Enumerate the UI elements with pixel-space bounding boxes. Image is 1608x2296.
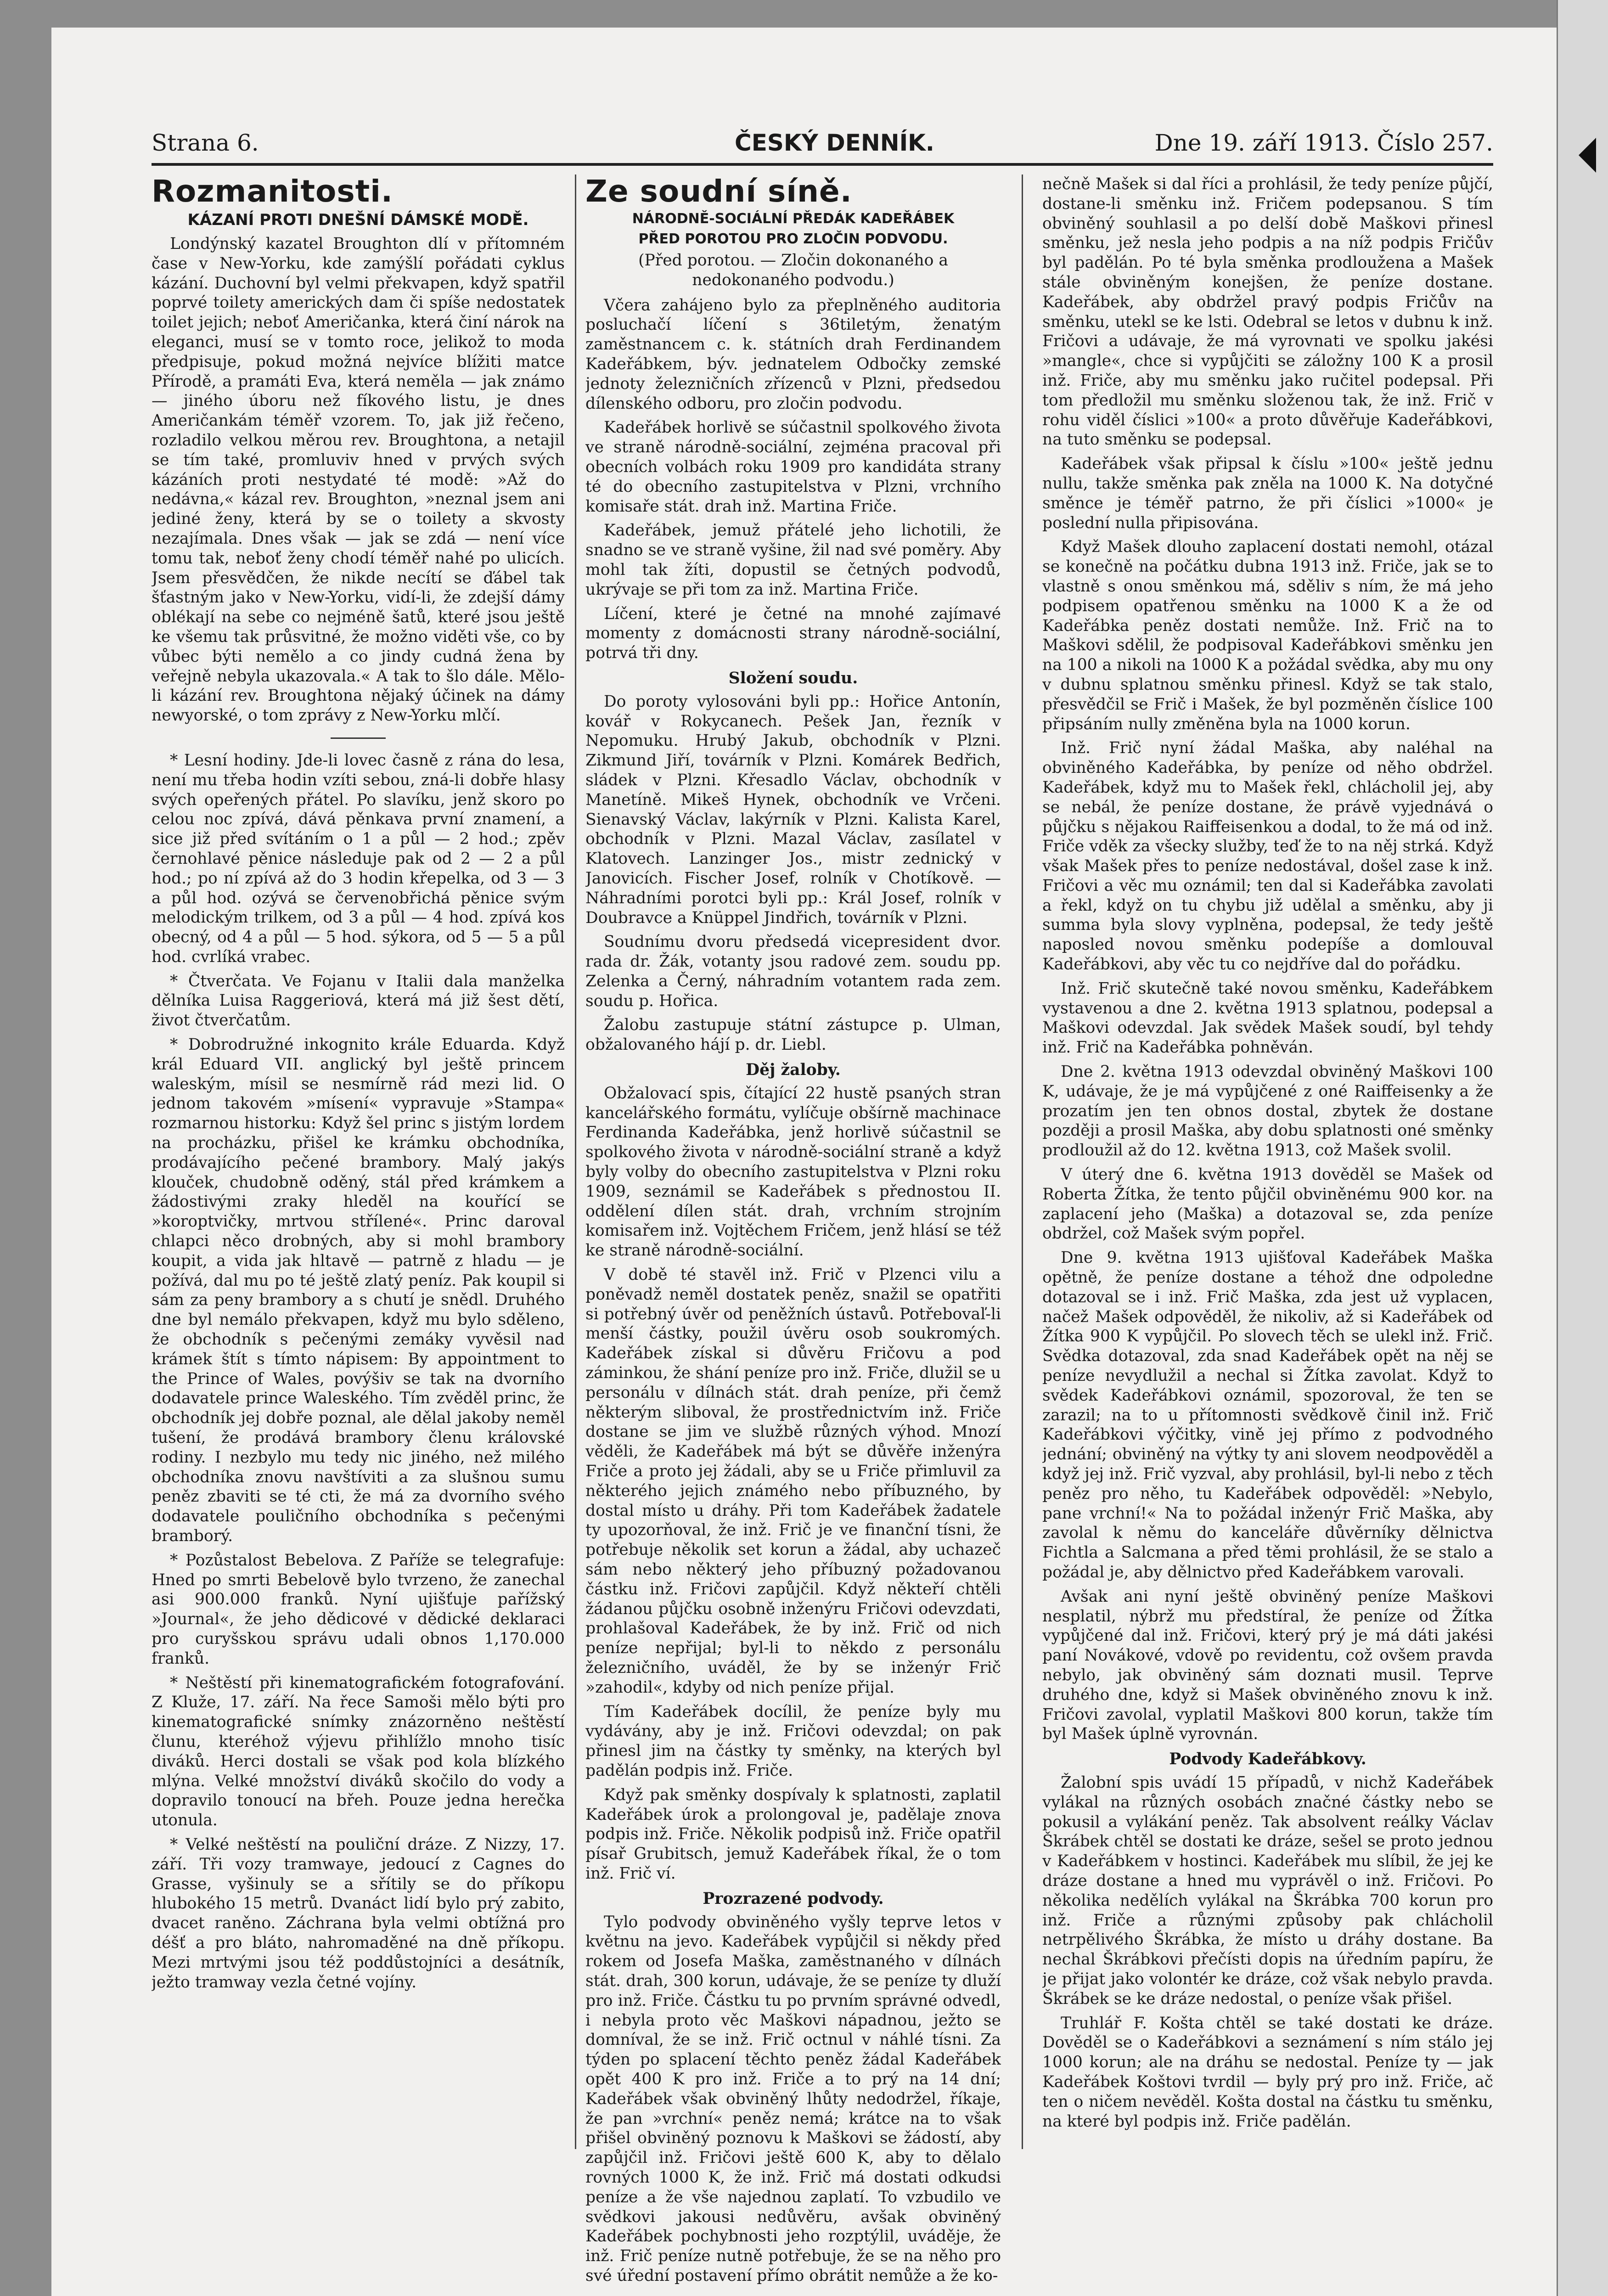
news-item: * Lesní hodiny. Jde-li lovec časně z rána do lesa, není mu třeba hodin vzíti sebou, zná-li dobře hlasy svých opeřených přátel. Po slavíku, jenž skoro po celou noc zpívá, dává pěnkava první znamení, a sice již před svítáním o 1 a půl — 2 hod.; zpěv černohlavé pěnice následuje pak od 2 — 2 a půl hod.; po ní zpívá až do 3 hodin křepelka, od 3 — 3 a půl hod. ozývá se červenobřichá pěnice svým melodickým trilkem, od 3 a půl — 4 hod. zpívá kos obecný, od 4 a půl — 5 hod. sýkora, od 5 — 5 a půl hod. cvrlíká vrabec.: [152, 751, 565, 966]
section-title: Ze soudní síně.: [585, 174, 852, 209]
article-paragraph: Truhlář F. Košta chtěl se také dostati ke dráze. Dověděl se o Kadeřábkovi a seznámení s ním stálo jej 1000 korun; ale na dráhu se nedostal. Peníze ty — jak Kadeřábek Koštovi tvrdil — byly prý pro inž. Friče, ač ten o ničem nevěděl. Košta dostal na částku tu směnku, na které byl podpis inž. Friče padělán.: [1042, 2014, 1493, 2131]
article-paragraph: Kadeřábek však připsal k číslu »100« ještě jednu nullu, takže směnka pak zněla na 1000 K. Na dotyčné směnce je téměř patrno, že při číslici »1000« je poslední nulla připisována.: [1042, 455, 1493, 532]
article-paragraph: Inž. Frič skutečně také novou směnku, Kadeřábkem vystavenou a dne 2. května 1913 splatnou, podepsal a Maškovi odevzdal. Jak svědek Mašek soudí, byl tehdy inž. Frič na Kadeřábka pohněván.: [1042, 979, 1493, 1057]
news-item: * Čtverčata. Ve Fojanu v Italii dala manželka dělníka Luisa Raggeriová, která má již šest dětí, život čtverčatům.: [152, 972, 565, 1030]
article-paragraph: Londýnský kazatel Broughton dlí v přítomném čase v New-Yorku, kde zamýšlí pořádati cyklus kázání. Duchovní byl velmi překvapen, když spatřil poprvé toilety amerických dam či spíše nedostatek toilet jejich; neboť Američanka, která činí nárok na eleganci, musí se v tomto roce, jelikož to moda předpisuje, pokud možná nejvíce blížiti matce Přírodě, a pramáti Eva, která neměla — jak známo — jiného úboru než fíkového listu, je dnes Američankám téměř vzorem. To, jak již řečeno, rozladilo velkou měrou rev. Broughtona, a netajil se tím také, promluviv hned v prvých svých kázáních proti nestydaté té modě: »Až do nedávna,« kázal rev. Broughton, »neznal jsem ani jediné ženy, která by se o toilety a skvosty nezajímala. Dnes však — jak se zdá — není více tomu tak, neboť ženy chodí téměř nahé po ulicích. Jsem přesvědčen, že nikde necítí se ďábel tak šťastným jako v New-Yorku, vidí-li, že zdejší dámy oblékají na sebe co nejméně šatů, které jsou ještě ke všemu tak průsvitné, že možno viděti vše, co by vůbec býti nemělo a co jindy cudná žena by veřejně nebyla ukazovala.« A tak to šlo dále. Mělo-li kázání rev. Broughtona nějaký účinek na dámy newyorské, o tom zprávy z New-Yorku mlčí.: [152, 235, 565, 725]
article-headline: PŘED POROTOU PRO ZLOČIN PODVODU.: [638, 231, 948, 247]
article-paragraph: Dne 9. května 1913 ujišťoval Kadeřábek Maška opětně, že peníze dostane a téhož dne odpoledne dotazoval se i inž. Frič Maška, zda jest už vyplacen, načež Mašek odpověděl, že nikoliv, až si Kadeřábek od Žítka 900 K vypůjčil. Po slovech těch se ulekl inž. Frič. Svědka dotazoval, zda snad Kadeřábek opět na něj se peníze nevydlužil a nechal si Žítka zavolat. Když to svědek Kadeřábkovi oznámil, spozoroval, že ten se zarazil; na to u přítomnosti svědkově činil inž. Frič Kadeřábkovi výčitky, vině jej přímo z podvodného jednání; obviněný na výtky ty ani slovem neodpověděl a když jej inž. Frič vyzval, aby prohlásil, byl-li nebo z těch peněz pro něho, tu Kadeřábek odpověděl: »Nebylo, pane vrchní!« Na to požádal inženýr Frič Maška, aby zavolal k němu do kanceláře důvěrníky dělnictva Fichtla a Salcmana a před těmi prohlásil, že se stalo a požádal je, aby dělnictvo před Kadeřábkem varovali.: [1042, 1249, 1493, 1581]
masthead: ČESKÝ DENNÍK.: [735, 129, 934, 156]
column-rozmanitosti: [152, 174, 565, 2287]
article-paragraph: Když pak směnky dospívaly k splatnosti, zaplatil Kadeřábek úrok a prolongoval je, padělaje znova podpis inž. Friče. Několik podpisů inž. Friče opatřil písař Grubitsch, jemuž Kadeřábek říkal, že o tom inž. Frič ví.: [585, 1785, 1001, 1883]
article-paragraph: Tylo podvody obviněného vyšly teprve letos v květnu na jevo. Kadeřábek vypůjčil si někdy před rokem od Josefa Maška, zaměstnaného v dílnách stát. drah, 300 korun, udávaje, že se peníze ty dluží pro inž. Friče. Částku tu po prvním správné odvedl, i nebyla proto věc Maškovi nápadnou, ježto se domníval, že se inž. Frič octnul v náhlé tísni. Za týden po splacení těchto peněz žádal Kadeřábek opět 400 K pro inž. Friče a to prý na 14 dní; Kadeřábek však obviněný lhůty nedodržel, říkaje, že pan »vrchní« peněz nemá; krátce na to však přišel obviněný poznovu k Maškovi se žádostí, aby zapůjčil inž. Fričovi ještě 600 K, aby to dělalo rovných 1000 K, že inž. Frič má dostati odkudsi peníze a že vše najednou zaplatí. To vzbudilo ve svědkovi jakousi nedůvěru, avšak obviněný Kadeřábek pochybnosti jeho rozptýlil, uváděje, že inž. Frič peníze nutně potřebuje, že se na něho pro své úřední postavení přímo obrátit nemůže a že ko-: [585, 1913, 1001, 2285]
page-header: [152, 125, 1493, 162]
subheading: Děj žaloby.: [746, 1061, 841, 1080]
article-paragraph: Dne 2. května 1913 odevzdal obviněný Maškovi 100 K, udávaje, že je má vypůjčené z oné Raiffeisenky a že prozatím jen ten obnos dostal, zbytek že dostane později a prosil Maška, aby dobu splatnosti oné směnky prodloužil až do 12. května 1913, což Mašek svolil.: [1042, 1063, 1493, 1160]
article-paragraph: Obžalovací spis, čítající 22 hustě psaných stran kancelářského formátu, vylíčuje obšírně machinace Ferdinanda Kadeřábka, jenž horlivě súčastnil se spolkového života v národně-sociální straně a když byly volby do obecního zastupitelstva v Plzni roku 1909, seznámil se Kadeřábek s přednostou II. oddělení dílen stát. drah, vrchním strojním komisařem inž. Vojtěchem Fričem, jenž hlásí se též ke straně národně-sociální.: [585, 1084, 1001, 1260]
news-item: * Neštěstí při kinematografickém fotografování. Z Kluže, 17. září. Na řece Samoši mělo býti pro kinematografické snímky znázorněno neštěstí člunu, kteréhož výjevu přihlížlo mnoho tisíc diváků. Herci dostali se však pod kola blízkého mlýna. Velké množství diváků skočilo do vody a dopravilo tonoucí na břeh. Pouze jedna herečka utonula.: [152, 1673, 565, 1830]
page-turn-arrow-icon[interactable]: [1579, 138, 1596, 173]
separator: [331, 737, 386, 739]
viewer-edge: [1557, 0, 1608, 2296]
article-paragraph: Když Mašek dlouho zaplacení dostati nemohl, otázal se konečně na počátku dubna 1913 inž. Friče, jak se to vlastně s onou směnkou má, sděliv s ním, že má jeho podpisem opatřenou směnku na 1000 K a že od Kadeřábka peněz dostati nemůže. Inž. Frič na to Maškovi sdělil, že podpisoval Kadeřábkovi směnku jen na 100 a nikoli na 1000 K a požádal svědka, aby mu ony v dubnu splatnou směnku přinesl. Když se tak stalo, přesvědčil se Frič i Mašek, že byl pozměněn číslice 100 připsáním nully změněna byla na 1000 korun.: [1042, 538, 1493, 733]
article-paragraph: nečně Mašek si dal říci a prohlásil, že tedy peníze půjčí, dostane-li směnku inž. Fričem podepsanou. S tím obviněný souhlasil a po delší době Maškovi přinesl směnku, jež nesla jeho podpis a na níž podpis Fričův byl padělán. Po té byla směnka prodloužena a Mašek stále obviněným konejšen, že peníze dostane. Kadeřábek, aby obdržel pravý podpis Fričův na směnku, utekl se ke lsti. Odebral se letos v dubnu k inž. Fričovi a udávaje, že má vyrovnati ve spolku jakési »mangle«, chce si vypůjčiti se záložny 100 K a prosil inž. Friče, aby mu směnku jako ručitel podepsal. Při tom předložil mu směnku složenou tak, že inž. Frič v rohu viděl číslici »100« a proto důvěřuje Kadeřábkovi, na tuto směnku se podepsal.: [1042, 175, 1493, 449]
subheading: Prozrazené podvody.: [703, 1889, 884, 1908]
article-paragraph: Avšak ani nyní ještě obviněný peníze Maškovi nesplatil, nýbrž mu předstíral, že peníze od Žítka vypůjčené dal inž. Fričovi, který prý je má dáti jakési paní Novákové, vdově po revidentu, což ovšem pravda nebylo, jak obviněný sám doznati musil. Teprve druhého dne, když si Mašek obviněného znovu k inž. Fričovi zavolal, vyplatil Maškovi 800 korun, takže tím byl Mašek úplně vyrovnán.: [1042, 1587, 1493, 1744]
article-paragraph: Tím Kadeřábek docílil, že peníze byly mu vydávány, aby je inž. Fričovi odevzdal; on pak přinesl jim na částky ty směnky, na kterých byl padělán podpis inž. Friče.: [585, 1702, 1001, 1780]
column-continuation: [1042, 174, 1493, 2287]
header-rule: [152, 163, 1493, 166]
article-paragraph: Soudnímu dvoru předsedá vicepresident dvor. rada dr. Žák, votanty jsou radové zem. soudu pp. Zelenka a Černý, náhradním votantem rada zem. soudu p. Hořica.: [585, 933, 1001, 1010]
news-item: * Pozůstalost Bebelova. Z Paříže se telegrafuje: Hned po smrti Bebelově bylo tvrzeno, že zanechal asi 900.000 franků. Nyní ujišťuje pařížský »Journal«, že jeho dědicové v dědické deklaraci pro curyšskou správu udali obnos 1,170.000 franků.: [152, 1551, 565, 1668]
article-paragraph: V úterý dne 6. května 1913 dověděl se Mašek od Roberta Žítka, že tento půjčil obviněnému 900 kor. na zaplacení jeho (Maška) a dotazoval se, zda peníze obdržel, což Mašek svým popřel.: [1042, 1165, 1493, 1243]
column-divider: [1022, 174, 1023, 2149]
article-paragraph: Kadeřábek horlivě se súčastnil spolkového života ve straně národně-sociální, zejména pracoval při obecních volbách roku 1909 pro kandidáta strany té do obecního zastupitelstva v Plzni, vrchního komisaře stát. drah inž. Martina Friče.: [585, 418, 1001, 516]
news-item: * Velké neštěstí na pouliční dráze. Z Nizzy, 17. září. Tři vozy tramwaye, jedoucí z Cagnes do Grasse, vyšinuly se a sřítily se do příkopu hlubokého 15 metrů. Dvanáct lidí bylo prý zabito, dvacet raněno. Záchrana byla velmi obtížná pro déšť a pro bláto, nahromaděné na dně příkopu. Mezi mrtvými jsou též poddůstojníci a desátník, ježto tramway vezla četné vojíny.: [152, 1835, 565, 1992]
subheading: Složení soudu.: [728, 669, 858, 687]
news-item: * Dobrodružné inkognito krále Eduarda. Když král Eduard VII. anglický byl ještě princem waleským, mísil se nesmírně rád mezi lid. O jednom takovém »mísení« vypravuje »Stampa« rozmarnou historku: Když šel princ s jistým lordem na procházku, přišel ke krámku obchodníka, prodávajícího pečené brambory. Malý jakýs klouček, chudobně oděný, stál před krámkem a žádostivými zraky hleděl na kouřící se »koroptvičky, mrtvou střílené«. Princ daroval chlapci něco drobných, aby si mohl brambory koupit, a vida jak hltavě — patrně z hladu — je požívá, dal mu po té ještě zlatý peníz. Pak koupil si sám za peny brambory a s chutí je snědl. Druhého dne byl nemálo překvapen, když mu bylo sděleno, že obchodník s pečenými zemáky vyvěsil nad krámek štít s tímto nápisem: By appointment to the Prince of Wales, povýšiv se tak na dvorního dodavatele prince Waleského. Tím zvěděl princ, že obchodník jej dobře poznal, ale dělal jakoby neměl tušení, že prodává brambory členu královské rodiny. I nezbylo mu tedy nic jiného, než milého obchodníka znovu navštíviti a za slušnou sumu peněz zbaviti se té cti, že má za dvorního svého dodavatele pouličního obchodníka s pečenými bramborý.: [152, 1035, 565, 1545]
article-paragraph: Žalobu zastupuje státní zástupce p. Ulman, obžalovaného hájí p. dr. Liebl.: [585, 1016, 1001, 1054]
article-headline: KÁZANÍ PROTI DNEŠNÍ DÁMSKÉ MODĚ.: [187, 211, 529, 229]
article-paragraph: Žalobní spis uvádí 15 případů, v nichž Kadeřábek vylákal na různých osobách značné částky nebo se pokusil a vylákání peněz. Tak absolvent reálky Václav Škrábek chtěl se dostati ke dráze, sešel se proto jednou v Kadeřábkem v hostinci. Kadeřábek mu slíbil, že jej ke dráze dostane a hned mu vyprávěl o inž. Fričovi. Po několika nedělích vylákal na Škrábka 700 korun pro inž. Friče a různými způsoby pak chlácholil netrpělivého Škrábka, že místo u dráhy dostane. Ba nechal Škrábkovi přečísti dopis na úředním papíru, že je přijat jako volontér ke dráze, což však nebylo pravda. Škrábek se ke dráze nedostal, o peníze však přišel.: [1042, 1773, 1493, 2008]
page-number: Strana 6.: [152, 129, 259, 156]
article-headline: NÁRODNĚ-SOCIÁLNÍ PŘEDÁK KADEŘÁBEK: [632, 211, 955, 227]
article-paragraph: Kadeřábek, jemuž přátelé jeho lichotili, že snadno se ve straně vyšine, žil nad své poměry. Aby mohl tak žíti, dopustil se četných podvodů, ukrývaje se při tom za inž. Martina Friče.: [585, 521, 1001, 599]
article-paragraph: Líčení, které je četné na mnohé zajímavé momenty z domácnosti strany národně-sociální, potrvá tři dny.: [585, 604, 1001, 663]
column-divider: [575, 174, 576, 2149]
column-ze-soudni-sine: [585, 174, 1001, 2287]
article-lead: (Před porotou. — Zločin dokonaného a nedokonaného podvodu.): [638, 251, 948, 289]
subheading: Podvody Kadeřábkovy.: [1169, 1750, 1366, 1769]
article-paragraph: Včera zahájeno bylo za přeplněného auditoria posluchačí líčení s 36tiletým, ženatým zaměstnancem c. k. státních drah Ferdinandem Kadeřábkem, býv. jednatelem Odbočky zemské jednoty železničních zřízenců v Plzni, předsedou dílenského odboru, pro zločin podvodu.: [585, 296, 1001, 413]
article-paragraph: V době té stavěl inž. Frič v Plzenci vilu a poněvadž neměl dostatek peněz, snažil se opatřiti si potřebný úvěr od peněžních ústavů. Potřebovaľ-li menší částky, použil úvěru osob soukromých. Kadeřábek získal si důvěru Fričovu a pod záminkou, že shání peníze pro inž. Friče, dlužil se u personálu v dílnách stát. drah peníze, při čemž některým sliboval, že prostřednictvím inž. Friče dostane se jim ve službě různých výhod. Mnozí věděli, že Kadeřábek má být se důvěře inženýra Friče a proto jej žádali, aby se u Friče přimluvil za některého jejich známého nebo příbuzného, by dostal místo u dráhy. Při tom Kadeřábek žadatele ty upozorňoval, že inž. Frič je ve finanční tísni, že potřebuje několik set korun a žádal, aby uchazeč sám nebo některý jeho příbuzný požadovanou částku inž. Fričovi zapůjčil. Když někteří chtěli žádanou půjčku osobně inženýru Fričovi odevzdati, prohlašoval Kadeřábek, že by inž. Frič od nich peníze nepřijal; byl-li to někdo z personálu železničního, uváděl, že by se inženýr Frič »zahodil«, kdyby od nich peníze přijal.: [585, 1266, 1001, 1697]
section-title: Rozmanitosti.: [152, 174, 393, 209]
article-paragraph: Do poroty vylosováni byli pp.: Hořice Antonín, kovář v Rokycanech. Pešek Jan, řezník v Nepomuku. Hrubý Jakub, obchodník v Plzni. Zikmund Jiří, továrník v Plzni. Komárek Bedřich, sládek v Plzni. Křesadlo Václav, obchodník v Manetíně. Mikeš Hynek, obchodník ve Vrčeni. Sienavský Václav, lakýrník v Plzni. Kalista Karel, obchodník v Plzni. Mazal Václav, zasílatel v Klatovech. Lanzinger Jos., mistr zednický v Janovicích. Fischer Josef, rolník v Chotíkově. — Náhradními porotci byli pp.: Král Josef, rolník v Doubravce a Knüppel Jindřich, továrník v Plzni.: [585, 692, 1001, 927]
article-paragraph: Inž. Frič nyní žádal Maška, aby naléhal na obviněného Kadeřábka, by peníze od něho obdržel. Kadeřábek, když mu to Mašek řekl, chlácholil jej, aby se nebál, že peníze dostane, že právě vyjednává o půjčku s nějakou Raiffeisenkou a dodal, to že má od inž. Friče vděk za všecky služby, teď že to na něj strká. Když však Mašek přes to peníze nedostával, došel zase k inž. Fričovi a věc mu oznámil; ten dal si Kadeřábka zavolati a řekl, když on tu chybu již udělal a směnku, aby ji summa byla slovy vyplněna, podepsal, že tedy ještě naposled novou směnku podepíše a domlouval Kadeřábkovi, aby věc tu co nejdříve dal do pořádku.: [1042, 739, 1493, 974]
issue-date: Dne 19. září 1913. Číslo 257.: [1154, 129, 1493, 156]
